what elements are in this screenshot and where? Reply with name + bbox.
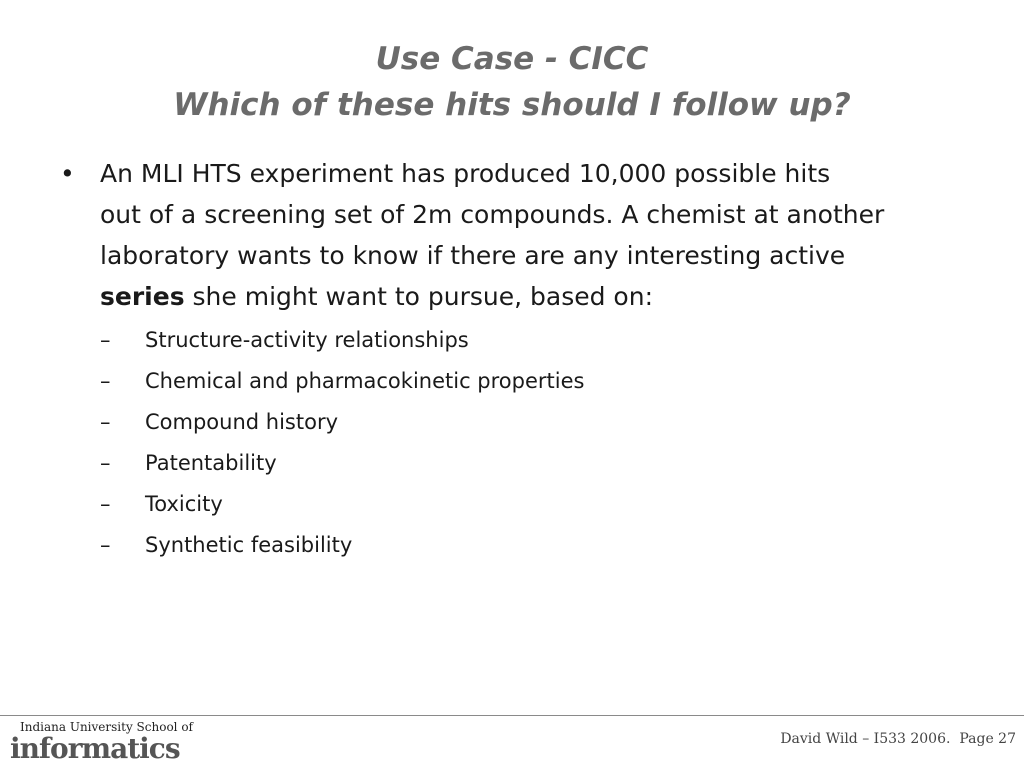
sub-bullet-list <box>60 320 980 566</box>
sub-item-label: Toxicity <box>145 492 223 516</box>
slide-title-line-2: Which of these hits should I follow up? <box>173 87 851 123</box>
sub-item-label: Compound history <box>145 410 338 434</box>
list-item <box>100 443 980 484</box>
logo-school-name: Indiana University School of <box>20 720 193 734</box>
main-bullet-line-4-tail: she might want to pursue, based on: <box>184 282 653 311</box>
sub-item-label: Structure-activity relationships <box>145 328 469 352</box>
dash-icon: – <box>100 328 111 352</box>
sub-item-label: Synthetic feasibility <box>145 533 353 557</box>
list-item <box>100 484 980 525</box>
logo-wordmark: informatics <box>10 732 180 765</box>
main-bullet-line-3: laboratory wants to know if there are any interesting active <box>100 241 846 270</box>
main-bullet-line-4 <box>100 276 980 317</box>
list-item <box>100 525 980 566</box>
dash-icon: – <box>100 533 111 557</box>
main-bullet-line-1: An MLI HTS experiment has produced 10,000 possible hits <box>100 159 831 188</box>
dash-icon: – <box>100 369 111 393</box>
school-logo <box>10 717 210 767</box>
main-bullet-line-2: out of a screening set of 2m compounds. A chemist at another <box>100 200 885 229</box>
main-bullet <box>60 153 980 317</box>
bold-keyword: series <box>100 282 185 311</box>
main-bullet-text <box>100 153 980 317</box>
slide-title-line-1: Use Case - CICC <box>375 41 649 77</box>
dash-icon: – <box>100 492 111 516</box>
bullet-icon: • <box>60 159 75 188</box>
slide-content <box>60 153 980 566</box>
sub-item-label: Patentability <box>145 451 277 475</box>
footer-credit: David Wild – I533 2006. Page 27 <box>780 731 1016 747</box>
list-item <box>100 402 980 443</box>
list-item <box>100 361 980 402</box>
dash-icon: – <box>100 410 111 434</box>
footer-divider <box>0 715 1024 716</box>
slide-title <box>0 36 1024 128</box>
sub-item-label: Chemical and pharmacokinetic properties <box>145 369 585 393</box>
list-item <box>100 320 980 361</box>
dash-icon: – <box>100 451 111 475</box>
